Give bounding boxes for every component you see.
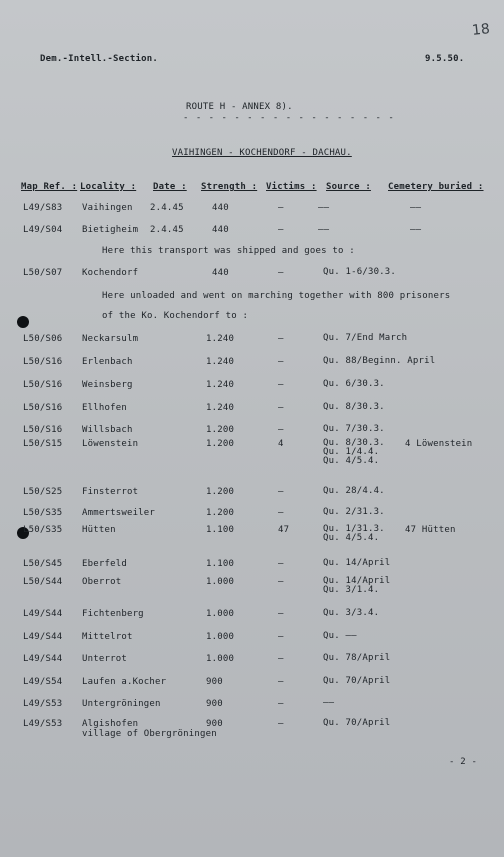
cell-locality: Ammertsweiler xyxy=(82,508,156,518)
cell-locality: Willsbach xyxy=(82,425,133,435)
cell-victims: — xyxy=(278,654,284,664)
cell-strength: 900 xyxy=(206,677,223,687)
cell-victims: — xyxy=(278,268,284,278)
cell-locality: Ellhofen xyxy=(82,403,127,413)
cell-strength: 1.200 xyxy=(206,425,235,435)
cell-source: Qu. 1/31.3. xyxy=(323,524,385,534)
cell-locality: Finsterrot xyxy=(82,487,139,497)
col-victims: Victims : xyxy=(266,182,317,192)
cell-locality: Hütten xyxy=(82,525,116,535)
cell-map-ref: L50/S44 xyxy=(23,577,63,587)
cell-source: —— xyxy=(318,225,330,235)
table-row xyxy=(0,380,504,404)
cell-victims: — xyxy=(278,203,284,213)
cell-locality: Weinsberg xyxy=(82,380,133,390)
table-row xyxy=(0,525,504,549)
cell-locality: Kochendorf xyxy=(82,268,139,278)
cell-map-ref: L50/S07 xyxy=(23,268,63,278)
cell-source: Qu. 7/30.3. xyxy=(323,424,385,434)
cell-map-ref: L50/S16 xyxy=(23,425,63,435)
cell-strength: 440 xyxy=(212,203,229,213)
cell-strength: 1.000 xyxy=(206,609,235,619)
cell-strength: 1.000 xyxy=(206,654,235,664)
cell-victims: — xyxy=(278,508,284,518)
cell-source: Qu. 4/5.4. xyxy=(323,456,380,466)
cell-map-ref: L50/S06 xyxy=(23,334,63,344)
cell-map-ref: L50/S25 xyxy=(23,487,63,497)
cell-strength: 900 xyxy=(206,719,223,729)
cell-strength: 1.240 xyxy=(206,334,235,344)
cell-locality: Eberfeld xyxy=(82,559,127,569)
table-row xyxy=(0,403,504,427)
col-source: Source : xyxy=(326,182,371,192)
cell-locality: Mittelrot xyxy=(82,632,133,642)
cell-victims: 47 xyxy=(278,525,290,535)
cell-source: Qu. 70/April xyxy=(323,718,391,728)
cell-strength: 1.240 xyxy=(206,403,235,413)
cell-map-ref: L50/S16 xyxy=(23,357,63,367)
cell-source: Qu. 8/30.3. xyxy=(323,402,385,412)
note-kochendorf: of the Ko. Kochendorf to : xyxy=(102,311,249,321)
cell-source: Qu. 14/April xyxy=(323,558,391,568)
cell-map-ref: L49/S04 xyxy=(23,225,63,235)
cell-date: 2.4.45 xyxy=(150,225,184,235)
cell-locality: Vaihingen xyxy=(82,203,133,213)
cell-map-ref: L49/S53 xyxy=(23,719,63,729)
note-unloaded: Here unloaded and went on marching together with 800 prisoners xyxy=(102,291,451,301)
cell-locality: Bietigheim xyxy=(82,225,139,235)
cell-strength: 1.000 xyxy=(206,577,235,587)
table-row xyxy=(0,654,504,678)
cell-locality-line2: village of Obergröningen xyxy=(82,729,217,739)
table-row xyxy=(0,577,504,601)
col-map-ref: Map Ref. : xyxy=(21,182,78,192)
table-row xyxy=(0,357,504,381)
cell-map-ref: L49/S44 xyxy=(23,609,63,619)
cell-source: Qu. —— xyxy=(323,631,357,641)
route-title: ROUTE H - ANNEX 8). xyxy=(186,102,293,112)
cell-victims: 4 xyxy=(278,439,284,449)
cell-cemetery: 4 Löwenstein xyxy=(405,439,473,449)
cell-locality: Algishofen xyxy=(82,719,139,729)
cell-strength: 1.200 xyxy=(206,487,235,497)
cell-victims: — xyxy=(278,699,284,709)
table-row xyxy=(0,677,504,701)
cell-date: 2.4.45 xyxy=(150,203,184,213)
table-row xyxy=(0,438,504,466)
cell-source: Qu. 1-6/30.3. xyxy=(323,267,397,277)
cell-victims: — xyxy=(278,719,284,729)
table-row xyxy=(0,609,504,633)
footer-page-marker: - 2 - xyxy=(449,757,478,767)
cell-map-ref: L49/S44 xyxy=(23,654,63,664)
cell-victims: — xyxy=(278,559,284,569)
cell-victims: — xyxy=(278,380,284,390)
punch-hole xyxy=(17,316,29,328)
cell-locality: Unterrot xyxy=(82,654,127,664)
table-row xyxy=(0,334,504,358)
cell-locality: Neckarsulm xyxy=(82,334,139,344)
table-row xyxy=(0,268,504,292)
cell-strength: 1.200 xyxy=(206,439,235,449)
header-right: 9.5.50. xyxy=(425,54,465,64)
cell-map-ref: L50/S35 xyxy=(23,525,63,535)
cell-cemetery: —— xyxy=(410,203,422,213)
cell-strength: 1.100 xyxy=(206,559,235,569)
col-cemetery: Cemetery buried : xyxy=(388,182,484,192)
cell-locality: Fichtenberg xyxy=(82,609,144,619)
cell-strength: 440 xyxy=(212,225,229,235)
cell-source: Qu. 78/April xyxy=(323,653,391,663)
cell-source: —— xyxy=(323,698,335,708)
cell-victims: — xyxy=(278,357,284,367)
cell-map-ref: L50/S45 xyxy=(23,559,63,569)
cell-victims: — xyxy=(278,425,284,435)
cell-victims: — xyxy=(278,677,284,687)
cell-source: Qu. 4/5.4. xyxy=(323,533,380,543)
cell-cemetery: 47 Hütten xyxy=(405,525,456,535)
table-row xyxy=(0,632,504,656)
cell-map-ref: L49/S83 xyxy=(23,203,63,213)
cell-map-ref: L49/S53 xyxy=(23,699,63,709)
cell-source: Qu. 1/4.4. xyxy=(323,447,380,457)
cell-victims: — xyxy=(278,487,284,497)
col-date: Date : xyxy=(153,182,187,192)
table-row xyxy=(0,719,504,743)
cell-source: Qu. 70/April xyxy=(323,676,391,686)
cell-victims: — xyxy=(278,609,284,619)
page-number: 18 xyxy=(471,21,491,39)
cell-locality: Löwenstein xyxy=(82,439,139,449)
cell-victims: — xyxy=(278,334,284,344)
cell-source: Qu. 28/4.4. xyxy=(323,486,385,496)
cell-locality: Erlenbach xyxy=(82,357,133,367)
cell-source: Qu. 8/30.3. xyxy=(323,438,385,448)
cell-map-ref: L50/S16 xyxy=(23,380,63,390)
cell-source: Qu. 6/30.3. xyxy=(323,379,385,389)
cell-map-ref: L50/S16 xyxy=(23,403,63,413)
cell-strength: 1.200 xyxy=(206,508,235,518)
cell-source: Qu. 3/1.4. xyxy=(323,585,380,595)
table-row xyxy=(0,203,504,227)
cell-victims: — xyxy=(278,225,284,235)
cell-locality: Laufen a.Kocher xyxy=(82,677,167,687)
col-locality: Locality : xyxy=(80,182,137,192)
cell-source: Qu. 88/Beginn. April xyxy=(323,356,436,366)
title-dash-line: - - - - - - - - - - - - - - - - - xyxy=(183,113,395,123)
note-shipped: Here this transport was shipped and goes to : xyxy=(102,246,355,256)
cell-source: Qu. 3/3.4. xyxy=(323,608,380,618)
cell-source: —— xyxy=(318,203,330,213)
cell-strength: 1.240 xyxy=(206,380,235,390)
cell-map-ref: L50/S15 xyxy=(23,439,63,449)
cell-strength: 440 xyxy=(212,268,229,278)
cell-strength: 1.100 xyxy=(206,525,235,535)
cell-source: Qu. 14/April xyxy=(323,576,391,586)
cell-victims: — xyxy=(278,403,284,413)
cell-strength: 1.240 xyxy=(206,357,235,367)
cell-locality: Untergröningen xyxy=(82,699,161,709)
cell-map-ref: L50/S35 xyxy=(23,508,63,518)
cell-strength: 1.000 xyxy=(206,632,235,642)
cell-source: Qu. 2/31.3. xyxy=(323,507,385,517)
cell-strength: 900 xyxy=(206,699,223,709)
cell-victims: — xyxy=(278,632,284,642)
cell-map-ref: L49/S54 xyxy=(23,677,63,687)
cell-source: Qu. 7/End March xyxy=(323,333,408,343)
cell-locality: Oberrot xyxy=(82,577,122,587)
cell-victims: — xyxy=(278,577,284,587)
route-subtitle: VAIHINGEN - KOCHENDORF - DACHAU. xyxy=(172,148,352,158)
header-left: Dem.-Intell.-Section. xyxy=(40,54,158,64)
cell-map-ref: L49/S44 xyxy=(23,632,63,642)
cell-cemetery: —— xyxy=(410,225,422,235)
col-strength: Strength : xyxy=(201,182,258,192)
